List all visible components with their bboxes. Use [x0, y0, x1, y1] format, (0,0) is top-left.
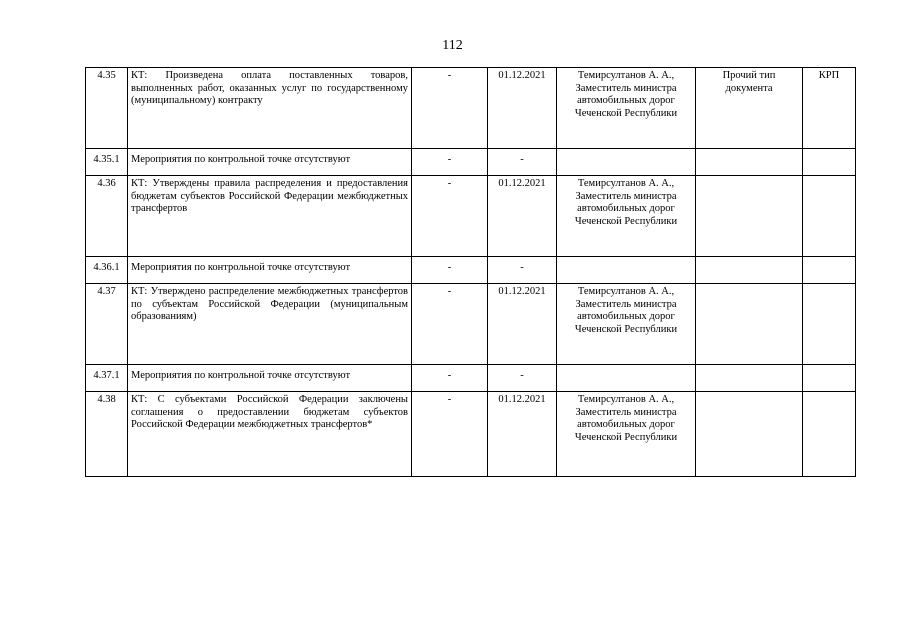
row-number: 4.38 — [86, 392, 128, 477]
row-description: КТ: Произведена оплата поставленных товаров, выполненных работ, оказанных услуг по государственному (муниципальному) контракту — [128, 68, 412, 149]
table-row — [86, 149, 856, 176]
row-end-date: 01.12.2021 — [488, 284, 557, 365]
row-start-date: - — [412, 284, 488, 365]
row-description: Мероприятия по контрольной точке отсутствуют — [128, 149, 412, 176]
responsible-position: автомобильных дорог — [577, 95, 675, 106]
row-number: 4.37.1 — [86, 365, 128, 392]
responsible-position: Чеченской Республики — [574, 107, 678, 119]
responsible-position: Заместитель министра — [575, 298, 677, 310]
responsible-name: Темирсултанов А. А., — [577, 394, 675, 405]
table-row — [86, 365, 856, 392]
row-control-level — [803, 392, 856, 477]
row-control-level — [803, 365, 856, 392]
table-row — [86, 392, 856, 477]
row-end-date: - — [488, 365, 557, 392]
responsible-position: автомобильных дорог — [577, 419, 675, 430]
row-end-date: 01.12.2021 — [488, 392, 557, 477]
responsible-position: Чеченской Республики — [574, 323, 678, 335]
responsible-position: Заместитель министра — [575, 82, 677, 94]
table-row — [86, 257, 856, 284]
responsible-position: Чеченской Республики — [574, 431, 678, 443]
row-document-type — [696, 392, 803, 477]
row-document-type — [696, 284, 803, 365]
row-document-type: Прочий тип документа — [696, 68, 803, 149]
row-responsible — [557, 365, 696, 392]
row-end-date: - — [488, 149, 557, 176]
row-number: 4.36 — [86, 176, 128, 257]
row-responsible — [557, 149, 696, 176]
row-description: КТ: С субъектами Российской Федерации заключены соглашения о предоставлении бюджетам субъектов Российской Федерации межбюджетных трансфертов* — [128, 392, 412, 477]
row-responsible — [557, 257, 696, 284]
table-row — [86, 68, 856, 149]
row-number: 4.36.1 — [86, 257, 128, 284]
row-document-type — [696, 176, 803, 257]
row-description: КТ: Утверждено распределение межбюджетных трансфертов по субъектам Российской Федерации (муниципальным образованиям) — [128, 284, 412, 365]
row-document-type — [696, 365, 803, 392]
row-start-date: - — [412, 68, 488, 149]
row-number: 4.37 — [86, 284, 128, 365]
row-number: 4.35 — [86, 68, 128, 149]
row-start-date: - — [412, 149, 488, 176]
row-control-level — [803, 149, 856, 176]
table-row — [86, 284, 856, 365]
row-responsible — [557, 176, 696, 257]
control-points-table — [85, 67, 856, 477]
row-control-level — [803, 176, 856, 257]
table-row — [86, 176, 856, 257]
row-document-type — [696, 149, 803, 176]
row-end-date: - — [488, 257, 557, 284]
row-end-date: 01.12.2021 — [488, 176, 557, 257]
responsible-position: Заместитель министра — [575, 190, 677, 202]
row-start-date: - — [412, 257, 488, 284]
row-start-date: - — [412, 392, 488, 477]
row-start-date: - — [412, 176, 488, 257]
row-number: 4.35.1 — [86, 149, 128, 176]
responsible-position: Чеченской Республики — [574, 215, 678, 227]
responsible-name: Темирсултанов А. А., — [577, 286, 675, 297]
row-description: КТ: Утверждены правила распределения и предоставления бюджетам субъектов Российской Федерации межбюджетных трансфертов — [128, 176, 412, 257]
responsible-position: Заместитель министра — [575, 406, 677, 418]
responsible-position: автомобильных дорог — [577, 311, 675, 322]
responsible-name: Темирсултанов А. А., — [577, 178, 675, 189]
row-control-level — [803, 257, 856, 284]
row-control-level — [803, 284, 856, 365]
row-control-level: КРП — [803, 68, 856, 149]
page-number: 112 — [442, 38, 463, 53]
row-responsible — [557, 68, 696, 149]
row-end-date: 01.12.2021 — [488, 68, 557, 149]
row-start-date: - — [412, 365, 488, 392]
row-description: Мероприятия по контрольной точке отсутствуют — [128, 365, 412, 392]
row-responsible — [557, 284, 696, 365]
row-responsible — [557, 392, 696, 477]
responsible-name: Темирсултанов А. А., — [577, 70, 675, 81]
responsible-position: автомобильных дорог — [577, 203, 675, 214]
row-description: Мероприятия по контрольной точке отсутствуют — [128, 257, 412, 284]
row-document-type — [696, 257, 803, 284]
